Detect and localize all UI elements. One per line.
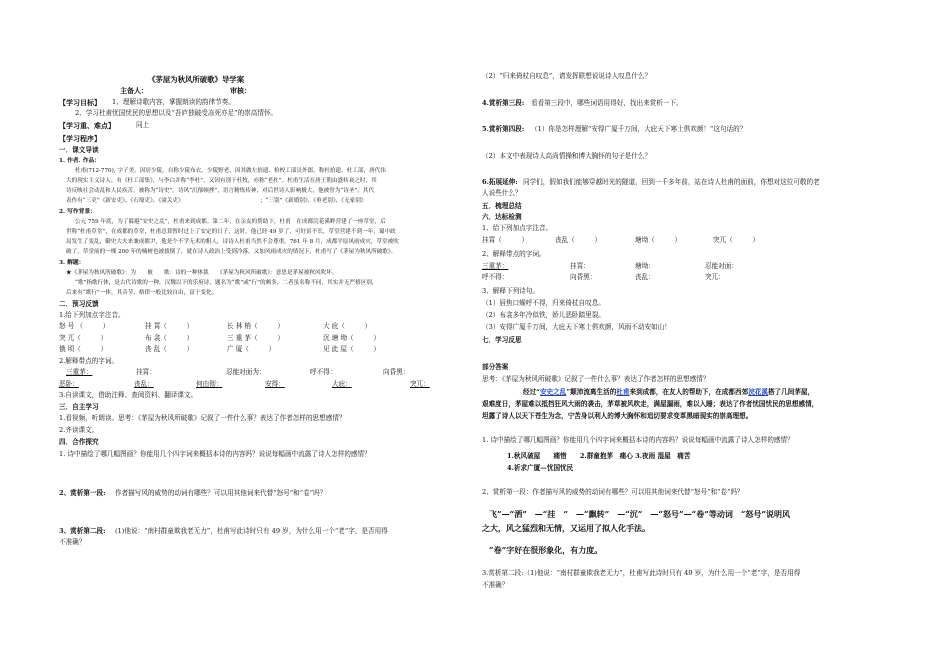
author-text: 诗反映社会动乱和人民疾苦，被称为“诗史”。诗风“沉郁顿挫”，语言精炼传神，对后世诗人影响极大，他被誉为“诗圣”。其代 — [66, 188, 375, 194]
answers-title: 部分答案 — [482, 363, 509, 371]
answer-1: 4.祈求广厦—忧国忧民 — [507, 464, 574, 472]
test-task-3: 3、解释下列诗句。 — [482, 287, 539, 295]
test-word: 丧乱： — [635, 273, 655, 281]
author-text: 大的现实主义诗人。有《杜工部集》，与李白并称“李杜”，又因有别于杜牧，亦称“老杜”。杜甫生活在唐王朝由盛转衰之时，其 — [66, 178, 377, 184]
test-line: （1）唇焦口燥呼不得，归来倚杖自叹息。 — [482, 299, 605, 307]
answer-question-3: 3.赏析第二段:（1)他说：“南村群童欺我老无力”，杜甫写此诗时只有 49 岁，为什么用一个“老”字，是否用得 — [482, 569, 801, 577]
pinyin-item: 突 兀（ ） — [59, 334, 108, 342]
word-item: 挂罥： — [136, 368, 156, 376]
word-item: 安得： — [265, 380, 285, 388]
focus-value: 同上 — [136, 121, 150, 129]
question-4: 看看第三段中，哪些词语用得好，找出来赏析一下。 — [531, 99, 683, 107]
section-2-heading: 二．预习反馈 — [59, 300, 99, 308]
q6-label: 6.拓展延伸: — [482, 178, 518, 186]
inquiry-label-2: 2、赏析第一段: — [59, 489, 106, 497]
self-study-item: 2.齐读课文。 — [59, 426, 99, 434]
host-label: 主备人： — [120, 86, 148, 95]
section-6-heading: 六．达标检测 — [482, 213, 522, 221]
answer-2: 飞”—“洒” —“挂 ” —“飘转” —“沉” —“怒号”—“卷”等动词 “怒号”说明风 — [489, 509, 791, 519]
test-item: 塘坳（ ） — [635, 236, 682, 244]
focus-label: 【学习重、难点】 — [59, 121, 115, 130]
inquiry-question-3-cont: 不准确？ — [59, 538, 86, 546]
test-item: 突兀（ ） — [713, 236, 760, 244]
pinyin-item: 三 重 茅（ ） — [227, 334, 284, 342]
pinyin-item: 丧 乱（ ） — [145, 345, 194, 353]
word-item: 大庇： — [332, 380, 352, 388]
self-read-task: 3.自读课文，借助注释、查阅资料、翻译课文。 — [59, 391, 198, 399]
section-4-heading: 四．合作探究 — [59, 438, 99, 446]
answer-text: ”颠沛流离生活的 — [566, 388, 617, 396]
question-5b: （2）本文中表现诗人高尚情操和博大胸怀的句子是什么？ — [482, 152, 652, 160]
answer-text: 搭了几间茅屋， — [767, 388, 815, 396]
title-explanation-text: ★《茅屋为秋风所破歌》：为 被 歌：诗的一种体裁 《茅屋为秋风所破歌》：意思是茅屋被秋风吹坏。 — [66, 270, 338, 276]
q5-label: 5.赏析第四段: — [482, 125, 525, 133]
answer-question-2: 2、赏析第一段：作者描写风的威势的动词有哪些？可以用其他词来代替“怒号”和“卷”吗？ — [482, 488, 744, 496]
goal-2: 2、学习杜甫忧国忧民的思想以及“吾庐独破受冻死亦足”的崇高情怀。 — [75, 109, 278, 117]
title-explanation-label: 3. 解题： — [59, 260, 85, 266]
test-word: 忍能对面： — [705, 262, 738, 270]
answer-paragraph — [523, 388, 814, 397]
section-7-heading: 七．学习反思 — [482, 336, 522, 344]
word-item: 突兀： — [410, 380, 430, 388]
section-5-heading: 五．梳理总结 — [482, 202, 522, 210]
procedure-label: 【学习程序】 — [59, 134, 101, 143]
answer-2: 之大，风之猛烈和无情，又运用了拟人化手法。 — [482, 523, 650, 533]
test-word: 突兀： — [705, 273, 725, 281]
pinyin-item: 怒 号 （ ） — [59, 322, 110, 330]
test-line: （3）安得广厦千万间，大庇天下寒士俱欢颜，风雨不动安如山！ — [482, 323, 671, 331]
right-page — [475, 0, 950, 672]
answer-question-1: 1. 诗中描绘了哪几幅图画？你能用几个四字词来概括本诗的内容吗？说说每幅画中流露了诗人怎样的感情？ — [482, 436, 794, 444]
test-item: 丧乱（ ） — [555, 236, 602, 244]
title-explanation-text: “歌”指歌行体，是古代诗歌的一种，汉魏以下的乐府诗，题名为“歌”或“行”的颇多，二者虽名称不同，其实并无严格区别， — [75, 280, 378, 286]
self-study-item: 1.看视频，听朗读。思考：《茅屋为秋风所破歌》记叙了一件什么事？表达了作者怎样的思想感情？ — [59, 414, 346, 422]
goals-label: 【学习目标】 — [59, 98, 101, 107]
title-explanation-text: 后来有“歌行”一体。其音节、格律一般比较自由，富于变化。 — [66, 290, 218, 296]
answer-text: 来到成都，在友人的帮助下，在成都西郊 — [629, 388, 749, 396]
test-task-2: 2、解释带点的字词。 — [482, 250, 546, 258]
test-word: 向昏黑： — [570, 273, 597, 281]
answer-1: 1.秋风破屋 痛惜 2.群童抱茅 痛心 3.夜雨 湿屋 痛苦 — [507, 452, 691, 460]
pinyin-item: 布 衾（ ） — [145, 334, 194, 342]
question-5: （1）你是怎样理解“安得广厦千万间，大庇天下寒士俱欢颜！”这句话的？ — [531, 125, 747, 133]
answer-2: “卷”字好在很形象化，有力度。 — [489, 545, 603, 555]
author-text: 表作有“三吏”《新安吏》、《石壕吏》、《潼关吏》 — [66, 198, 184, 204]
test-word: 挂罥： — [570, 262, 590, 270]
inquiry-label-3: 3、赏析第二段: — [59, 527, 106, 535]
question-6: 同学们，假如我们能够穿越时光的隧道，回到一千多年前，站在诗人杜甫的面前，你想对这位可敬的老 — [523, 178, 820, 186]
answer-paragraph: 艰难度日，茅屋难以抵挡狂风大雨的袭击，茅草被风吹走，满屋漏雨，难以入睡；表达了作者忧国忧民的思想感情， — [482, 400, 819, 408]
inquiry-question-1: 1. 诗中描绘了哪几幅图画？你能用几个四字词来概括本诗的内容吗？说说每幅画中流露了诗人怎样的感情？ — [59, 450, 371, 458]
word-item: 向昏黑： — [383, 368, 410, 376]
background-text: 破了，草堂前的一棵 200 年的楠树也被拔倒了，就在诗人政治上受到冷落，又加风雨成灾的情况下，杜甫写了《茅屋为秋风所破歌》。 — [66, 249, 397, 255]
answer-question-3-cont: 不准确？ — [482, 581, 509, 589]
pinyin-item: 见 此 屋（ ） — [323, 345, 380, 353]
goal-1: 1、理解诗歌内容，掌握朗读的韵律节奏。 — [112, 98, 235, 106]
answer-paragraph: 坦露了诗人以天下苍生为念，宁苦身以利人的博大胸怀和追切要求变革黑暗现实的崇高理想。 — [482, 412, 753, 420]
word-item: 丧乱： — [134, 380, 154, 388]
author-text: 杜甫(712-770), 字子美，因居少陵，自称少陵布衣、少陵野老，因其做左拾遗、检校工部员外郎，称杜拾遗、杜工部，唐代伟 — [75, 168, 386, 174]
test-word: 三重茅： — [482, 262, 509, 270]
pinyin-item: 俄 顷（ ） — [59, 345, 108, 353]
test-word: 塘坳： — [635, 262, 655, 270]
word-item: 呼不得： — [310, 368, 337, 376]
pinyin-item: 沉 塘 坳（ ） — [323, 334, 380, 342]
q4-label: 4.赏析第三段: — [482, 99, 525, 107]
inquiry-question-3: (1)他说：“南村群童欺我老无力”，杜甫写此诗时只有 49 岁，为什么用一个“老”字，是否用得 — [115, 527, 388, 535]
section-3-heading: 三．自主学习 — [59, 403, 99, 411]
pinyin-item: 广 厦（ ） — [227, 345, 276, 353]
answer-text: 经过“ — [523, 388, 540, 396]
test-line: （2）布衾多年冷似铁，娇儿恶卧踏里裂。 — [482, 311, 605, 319]
inquiry-question-2: 作者描写风的威势的动词有哪些？可以用其他词来代替“怒号”和“卷”吗？ — [115, 489, 327, 497]
author-text: ；“三别”《新婚别》、《垂老别》、《无家别》 — [260, 198, 367, 204]
background-text: 局发生了变乱，御史大夫来兼成都尹，他是个不学无术的粗人，诗诗人杜甫当然不会尊重。761 年 8 月，成都平原风雨成灾，草堂被吹 — [66, 239, 399, 245]
answer-question: 思考：《茅屋为秋风所破歌》记叙了一件什么事？表达了作者怎样的思想感情？ — [482, 375, 710, 383]
pinyin-item: 长 林 梢（ ） — [227, 322, 284, 330]
link-huanhuaxi[interactable]: 浣花溪 — [748, 388, 768, 396]
test-task-1: 1、给下列加点字注音。 — [482, 224, 553, 232]
author-label: 1. 作者. 作品： — [59, 158, 101, 164]
background-text: 公元 759 年底，为了躲避“安史之乱”，杜甫来到成都。第二年，在亲友的帮助下，杜甫 在成都浣花溪畔营建了一座草堂，后 — [75, 219, 386, 225]
section-1-heading: 一．课文导读 — [59, 146, 99, 154]
word-item: 何由彻： — [196, 380, 223, 388]
word-item: 忍能对面为： — [226, 368, 266, 376]
link-an-shi[interactable]: 安史之乱 — [539, 388, 567, 396]
doc-title: 《茅屋为秋风所破歌》导学案 — [148, 75, 245, 84]
link-du-fu[interactable]: 杜甫 — [616, 388, 630, 396]
pinyin-task: 1.给下列加点字注音。 — [59, 311, 125, 319]
test-item: 挂罥（ ） — [482, 236, 529, 244]
word-item: 三重茅： — [66, 368, 93, 376]
word-item: 恶卧： — [59, 380, 79, 388]
background-label: 2. 写作背景： — [59, 209, 97, 215]
question-6-cont: 人说些什么？ — [482, 189, 522, 197]
test-word: 呼不得： — [482, 273, 509, 281]
reviewer-label: 审核： — [230, 86, 251, 95]
background-text: 世称“杜甫草堂”，在成都的草堂，杜甫总算暂时过上了安定的日子，这时，他已经 49 岁了，可好景不长，草堂营建不到一年，蜀中政 — [66, 229, 396, 235]
question-2: （2）“归来倚杖自叹息”，请发挥联想说说诗人叹息什么？ — [482, 72, 652, 80]
pinyin-item: 挂 罥（ ） — [145, 322, 194, 330]
pinyin-item: 大 庇（ ） — [323, 322, 372, 330]
word-task: 2.解释带点的字词。 — [59, 357, 119, 365]
